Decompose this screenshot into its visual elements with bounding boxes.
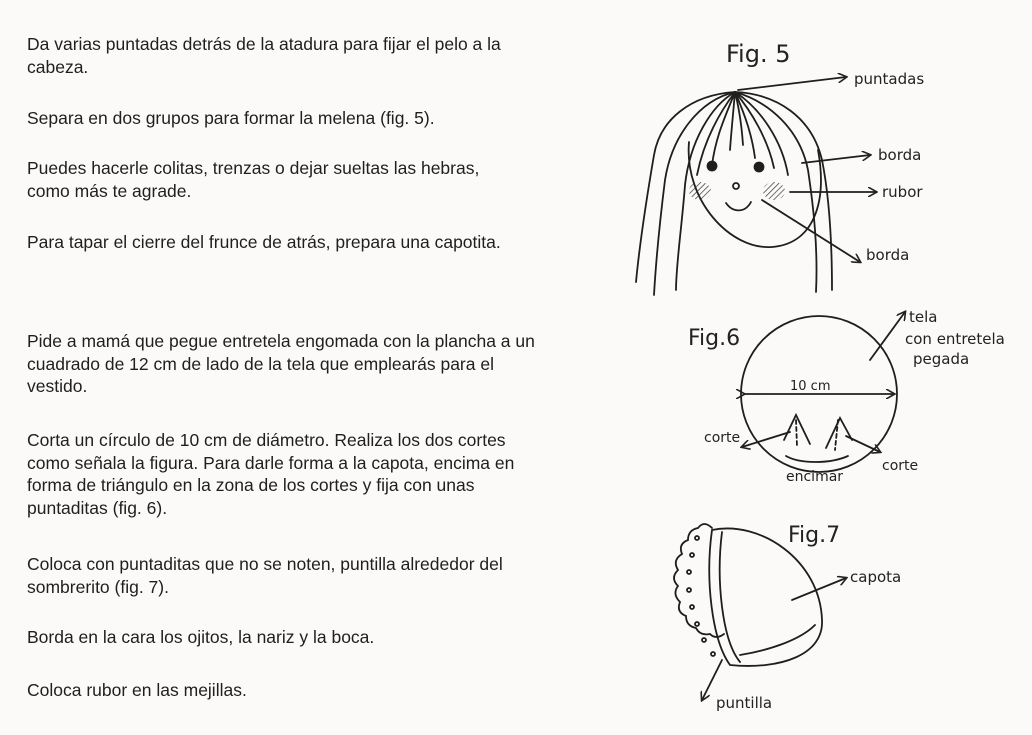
fig6-label-tela: tela <box>909 308 938 326</box>
text-line: Coloca rubor en las mejillas. <box>27 680 247 700</box>
fig5-title: Fig. 5 <box>726 40 791 68</box>
text-line: Da varias puntadas detrás de la atadura para fijar el pelo a la <box>27 34 501 54</box>
fig7-title: Fig.7 <box>788 523 841 548</box>
text-line: Pide a mamá que pegue entretela engomada con la plancha a un <box>27 331 535 351</box>
fig5-label-borda: borda <box>878 146 922 164</box>
text-line: Separa en dos grupos para formar la melena (fig. 5). <box>27 108 435 128</box>
fig7-label-capota: capota <box>850 568 902 586</box>
fig6-label-diameter: 10 cm <box>790 379 831 394</box>
text-line: Corta un círculo de 10 cm de diámetro. Realiza los dos cortes <box>27 430 506 450</box>
text-line: forma de triángulo en la zona de los cortes y fija con unas <box>27 475 475 495</box>
fig5-label-borda-mouth: borda <box>866 246 910 264</box>
text-line: cuadrado de 12 cm de lado de la tela que emplearás para el <box>27 353 494 374</box>
fig5-doll-head <box>636 40 876 295</box>
fig6-label-pegada: pegada <box>913 350 970 368</box>
text-line: como señala la figura. Para darle forma a la capota, encima en <box>27 452 515 473</box>
text-line: Coloca con puntaditas que no se noten, puntilla alrededor del <box>27 554 503 574</box>
text-line: Para tapar el cierre del frunce de atrás, prepara una capotita. <box>27 232 501 252</box>
text-line: vestido. <box>27 376 88 396</box>
fig6-label-entretela: con entretela <box>905 330 1005 348</box>
fig7-label-puntilla: puntilla <box>716 694 773 712</box>
text-line: Borda en la cara los ojitos, la nariz y la boca. <box>27 627 375 647</box>
fig6-label-corte-left: corte <box>704 430 741 446</box>
fig5-label-rubor: rubor <box>882 183 923 201</box>
text-line: sombrerito (fig. 7). <box>27 576 169 597</box>
fig7-bonnet <box>674 523 846 700</box>
fig6-label-corte-right: corte <box>882 458 919 474</box>
fig6-label-encimar: encimar <box>786 469 844 485</box>
text-line: como más te agrade. <box>27 180 192 201</box>
text-line: Puedes hacerle colitas, trenzas o dejar sueltas las hebras, <box>27 158 480 178</box>
fig6-title: Fig.6 <box>688 326 741 351</box>
fig5-label-puntadas: puntadas <box>854 70 925 88</box>
text-line: cabeza. <box>27 56 89 77</box>
text-line: puntaditas (fig. 6). <box>27 497 168 518</box>
